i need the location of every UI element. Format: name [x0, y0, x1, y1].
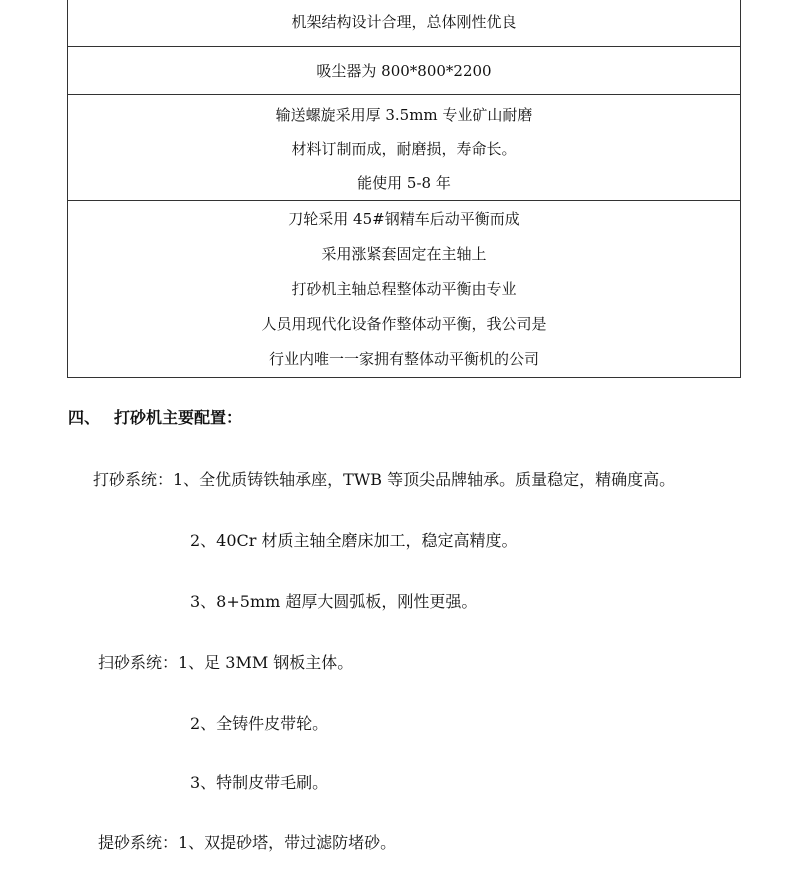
table-cell-line: 行业内唯一一家拥有整体动平衡机的公司	[268, 350, 539, 368]
spec-table	[67, 0, 741, 378]
table-cell-line: 人员用现代化设备作整体动平衡，我公司是	[261, 315, 547, 333]
sweeping-system-item-3: 3、特制皮带毛刷。	[190, 773, 329, 792]
table-cell-line: 材料订制而成，耐磨损，寿命长。	[291, 140, 517, 158]
lifting-system-item-1: 提砂系统：1、双提砂塔，带过滤防堵砂。	[98, 833, 397, 852]
table-row	[68, 0, 740, 45]
table-cell-line: 吸尘器为 800*800*2200	[316, 62, 492, 80]
table-cell-line: 刀轮采用 45#钢精车后动平衡而成	[288, 210, 520, 228]
sweeping-system-item-2: 2、全铸件皮带轮。	[190, 714, 329, 733]
sweeping-system-item-1: 扫砂系统：1、足 3MM 钢板主体。	[98, 653, 354, 672]
section-number: 四、	[68, 408, 101, 427]
section-title: 打砂机主要配置：	[114, 408, 243, 427]
table-row	[68, 94, 740, 201]
table-cell-line: 输送螺旋采用厚 3.5mm 专业矿山耐磨	[275, 106, 533, 124]
sanding-system-item-3: 3、8+5mm 超厚大圆弧板，刚性更强。	[190, 592, 478, 611]
sanding-system-item-2: 2、40Cr 材质主轴全磨床加工，稳定高精度。	[190, 531, 518, 550]
table-cell-line: 采用涨紧套固定在主轴上	[321, 245, 487, 263]
table-cell-line: 打砂机主轴总程整体动平衡由专业	[291, 280, 517, 298]
section-heading	[68, 407, 242, 429]
table-row	[68, 200, 740, 379]
sanding-system-item-1: 打砂系统：1、全优质铸铁轴承座，TWB 等顶尖品牌轴承。质量稳定，精确度高。	[93, 470, 676, 489]
table-row	[68, 46, 740, 95]
table-cell-line: 机架结构设计合理，总体刚性优良	[291, 13, 517, 31]
table-cell-line: 能使用 5-8 年	[357, 174, 451, 192]
